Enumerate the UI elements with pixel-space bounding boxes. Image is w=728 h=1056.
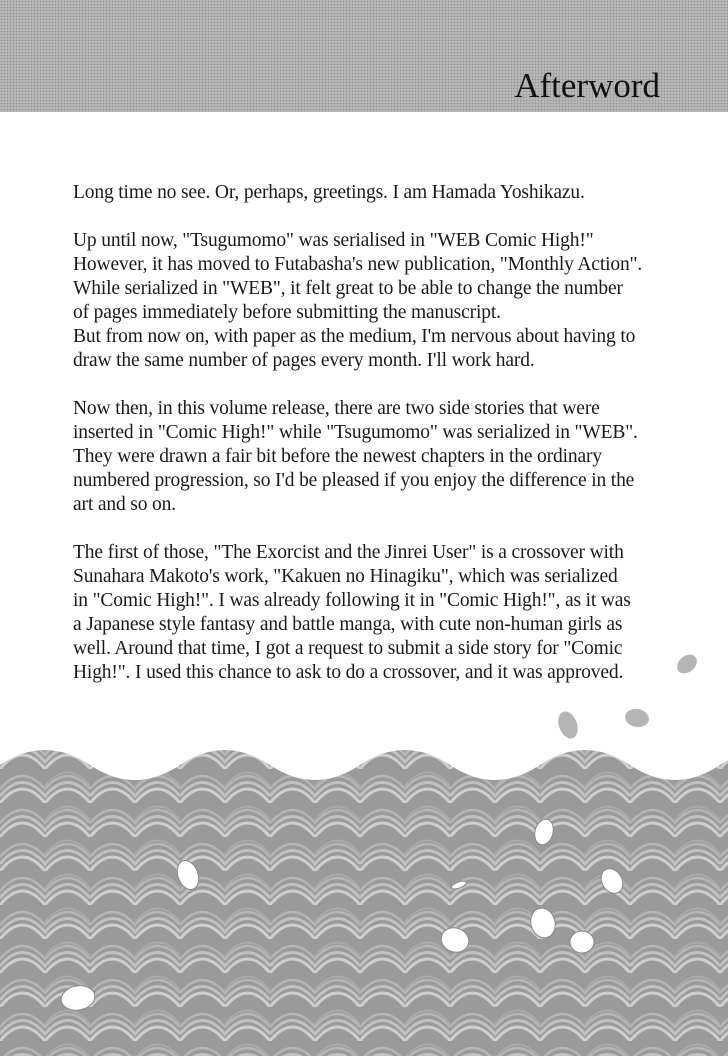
header-band — [0, 0, 728, 112]
text-line: Sunahara Makoto's work, "Kakuen no Hinagiku", which was serialized — [73, 566, 618, 587]
paragraph — [73, 229, 673, 373]
text-line: draw the same number of pages every month. I'll work hard. — [73, 350, 535, 371]
text-line: art and so on. — [73, 494, 176, 515]
text-line: of pages immediately before submitting the manuscript. — [73, 302, 501, 323]
paragraph — [73, 181, 673, 205]
text-line: While serialized in "WEB", it felt great to be able to change the number — [73, 278, 623, 299]
wave-pattern-decoration — [0, 735, 728, 1056]
afterword-body — [73, 181, 673, 709]
text-line: in "Comic High!". I was already following it in "Comic High!", as it was — [73, 590, 631, 611]
page-title: Afterword — [514, 66, 660, 105]
paragraph — [73, 397, 673, 517]
text-line: Now then, in this volume release, there are two side stories that were — [73, 398, 600, 419]
text-line: well. Around that time, I got a request to submit a side story for "Comic — [73, 638, 623, 659]
text-line: However, it has moved to Futabasha's new publication, "Monthly Action". — [73, 254, 643, 275]
text-line: Up until now, "Tsugumomo" was serialised in "WEB Comic High!" — [73, 230, 594, 251]
text-line: a Japanese style fantasy and battle manga, with cute non-human girls as — [73, 614, 623, 635]
text-line: They were drawn a fair bit before the newest chapters in the ordinary — [73, 446, 602, 467]
text-line: inserted in "Comic High!" while "Tsugumomo" was serialized in "WEB". — [73, 422, 638, 443]
text-line: numbered progression, so I'd be pleased if you enjoy the difference in the — [73, 470, 635, 491]
text-line: Long time no see. Or, perhaps, greetings. I am Hamada Yoshikazu. — [73, 182, 585, 203]
paragraph — [73, 541, 673, 685]
text-line: High!". I used this chance to ask to do a crossover, and it was approved. — [73, 662, 624, 683]
text-line: But from now on, with paper as the medium, I'm nervous about having to — [73, 326, 636, 347]
text-line: The first of those, "The Exorcist and the Jinrei User" is a crossover with — [73, 542, 624, 563]
